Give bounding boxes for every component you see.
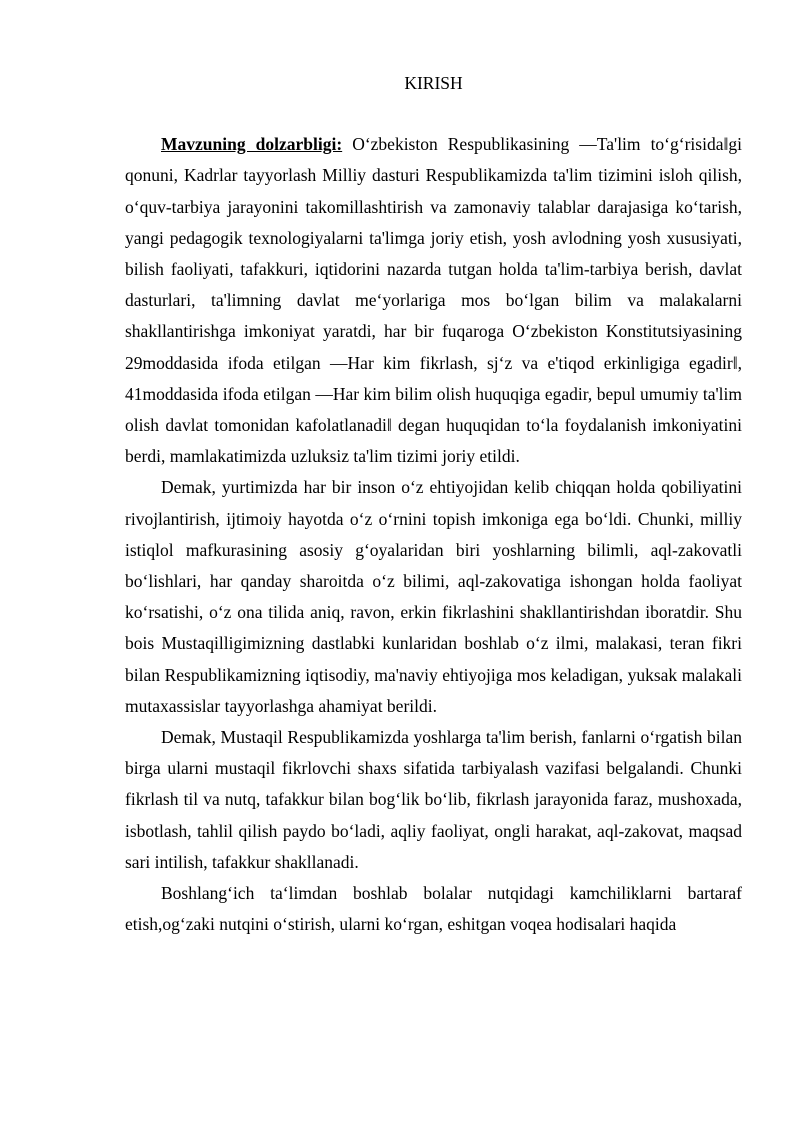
intro-paragraph: [125, 129, 742, 472]
document-page: [125, 68, 742, 940]
page-title: KIRISH: [404, 73, 463, 93]
intro-text: O‘zbekiston Respublikasining ―Ta'lim to‘g‘risida‖gi qonuni, Kadrlar tayyorlash Milliy dasturi Respublikamizda ta'lim tizimini isloh qilish, o‘quv-tarbiya jarayonini takomillashtirish va zamonaviy talablar darajasiga ko‘tarish, yangi pedagogik texnologiyalarni ta'limga joriy etish, yosh avlodning yosh xususiyati, bilish faoliyati, tafakkuri, iqtidorini nazarda tutgan holda ta'lim-tarbiya berish, davlat dasturlari, ta'limning davlat me‘yorlariga mos bo‘lgan bilim va malakalarni shakllantirishga imkoniyat yaratdi, har bir fuqaroga O‘zbekiston Konstitutsiyasining 29moddasida ifoda etilgan ―Har kim fikrlash, sj‘z va e'tiqod erkinligiga egadir‖, 41moddasida ifoda etilgan ―Har kim bilim olish huquqiga egadir, bepul umumiy ta'lim olish davlat tomonidan kafolatlanadi‖ degan huquqidan to‘la foydalanish imkoniyatini berdi, mamlakatimizda uzluksiz ta'lim tizimi joriy etildi.: [125, 134, 742, 467]
relevance-lead: Mavzuning dolzarbligi:: [161, 134, 343, 155]
body-paragraph: Boshlang‘ich ta‘limdan boshlab bolalar nutqidagi kamchiliklarni bartaraf etish,og‘zaki nutqini o‘stirish, ularni ko‘rgan, eshitgan voqea hodisalari haqida: [125, 883, 742, 935]
body-paragraph: Demak, yurtimizda har bir inson o‘z ehtiyojidan kelib chiqqan holda qobiliyatini rivojlantirish, ijtimoiy hayotda o‘z o‘rnini topish imkoniga ega bo‘ldi. Chunki, milliy istiqlol mafkurasining asosiy g‘oyalaridan biri yoshlarning bilimli, aql-zakovatli bo‘lishlari, har qanday sharoitda o‘z bilimi, aql-zakovatiga ishongan holda faoliyat ko‘rsatishi, o‘z ona tilida aniq, ravon, erkin fikrlashini shakllantirishdan iboratdir. Shu bois Mustaqilligimizning dastlabki kunlaridan boshlab o‘z ilmi, malakasi, teran fikri bilan Respublikamizning iqtisodiy, ma'naviy ehtiyojiga mos keladigan, yuksak malakali mutaxassislar tayyorlashga ahamiyat berildi.: [125, 477, 742, 716]
body-paragraph: Demak, Mustaqil Respublikamizda yoshlarga ta'lim berish, fanlarni o‘rgatish bilan birga ularni mustaqil fikrlovchi shaxs sifatida tarbiyalash vazifasi belgalandi. Chunki fikrlash til va nutq, tafakkur bilan bog‘lik bo‘lib, fikrlash jarayonida faraz, mushoxada, isbotlash, tahlil qilish paydo bo‘ladi, aqliy faoliyat, ongli harakat, aql-zakovat, maqsad sari intilish, tafakkur shakllanadi.: [125, 727, 742, 872]
